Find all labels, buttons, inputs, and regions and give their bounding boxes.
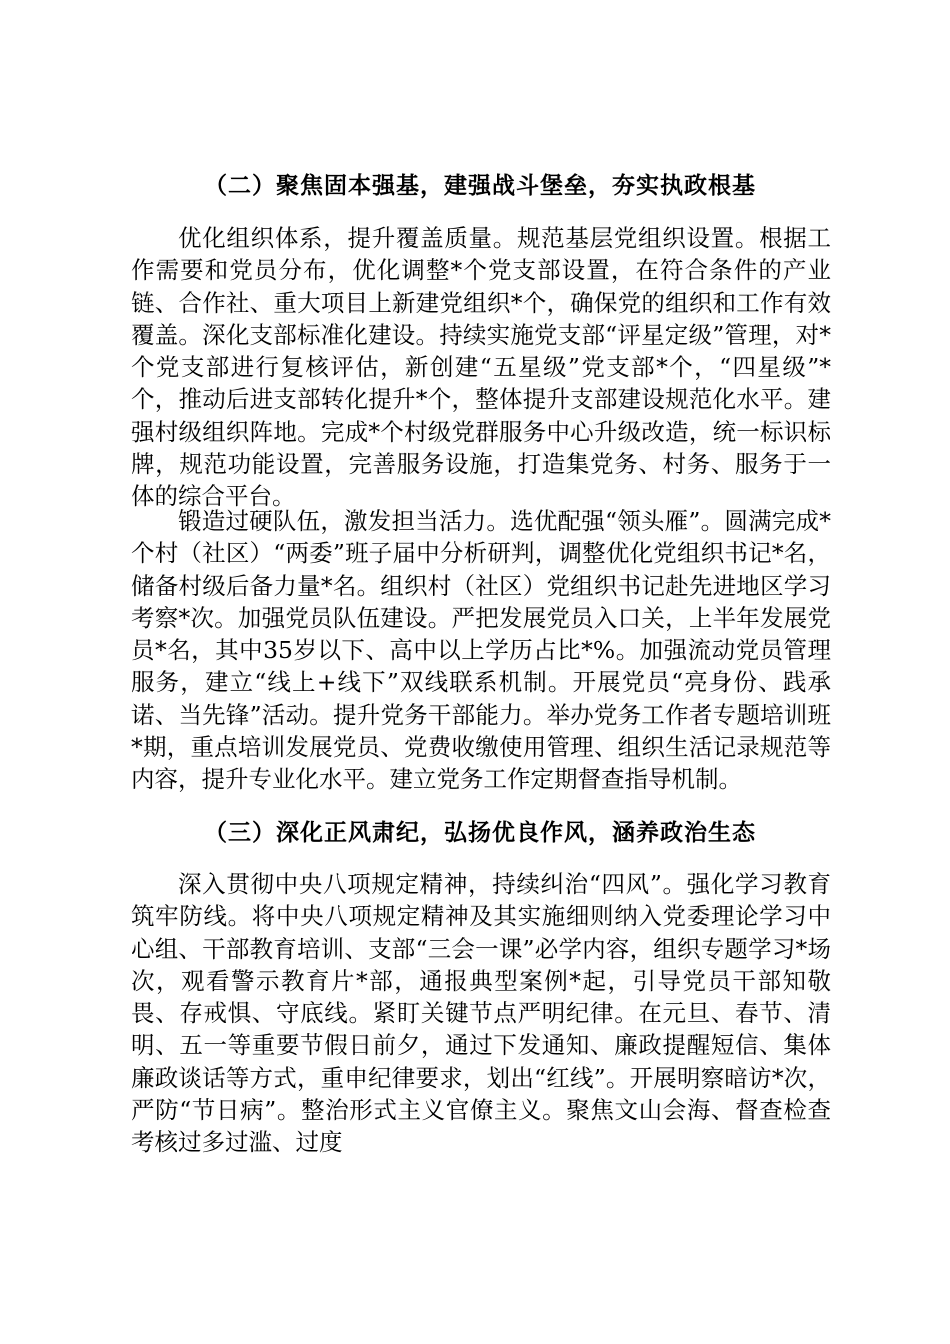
paragraph-eight-rules: 深入贯彻中央八项规定精神，持续纠治“四风”。强化学习教育筑牢防线。将中央八项规定精神及其实施细则纳入党委理论学习中心组、干部教育培训、支部“三会一课”必学内容，组织专题学习*场次，观看警示教育片*部，通报典型案例*起，引导党员干部知敬畏、存戒惧、守底线。紧盯关键节点严明纪律。在元旦、春节、清明、五一等重要节假日前夕，通过下发通知、廉政提醒短信、集体廉政谈话等方式，重申纪律要求，划出“红线”。开展明察暗访*次，严防“节日病”。整治形式主义官僚主义。聚焦文山会海、督查检查考核过多过滥、过度 <box>131 870 831 1157</box>
section-heading-three: （三）深化正风肃纪，弘扬优良作风，涵养政治生态 <box>204 820 756 846</box>
paragraph-team-building: 锻造过硬队伍，激发担当活力。选优配强“领头雁”。圆满完成*个村（社区）“两委”班子届中分析研判，调整优化党组织书记*名，储备村级后备力量*名。组织村（社区）党组织书记赴先进地区学习考察*次。加强党员队伍建设。严把发展党员入口关，上半年发展党员*名，其中35岁以下、高中以上学历占比*%。加强流动党员管理服务，建立“线上+线下”双线联系机制。开展党员“亮身份、践承诺、当先锋”活动。提升党务干部能力。举办党务工作者专题培训班*期，重点培训发展党员、党费收缴使用管理、组织生活记录规范等内容，提升专业化水平。建立党务工作定期督查指导机制。 <box>131 507 831 794</box>
section-heading-two: （二）聚焦固本强基，建强战斗堡垒，夯实执政根基 <box>204 173 756 199</box>
paragraph-organization-system: 优化组织体系，提升覆盖质量。规范基层党组织设置。根据工作需要和党员分布，优化调整*个党支部设置，在符合条件的产业链、合作社、重大项目上新建党组织*个，确保党的组织和工作有效覆盖。深化支部标准化建设。持续实施党支部“评星定级”管理，对*个党支部进行复核评估，新创建“五星级”党支部*个，“四星级”*个，推动后进支部转化提升*个，整体提升支部建设规范化水平。建强村级组织阵地。完成*个村级党群服务中心升级改造，统一标识标牌，规范功能设置，完善服务设施，打造集党务、村务、服务于一体的综合平台。 <box>131 224 831 511</box>
